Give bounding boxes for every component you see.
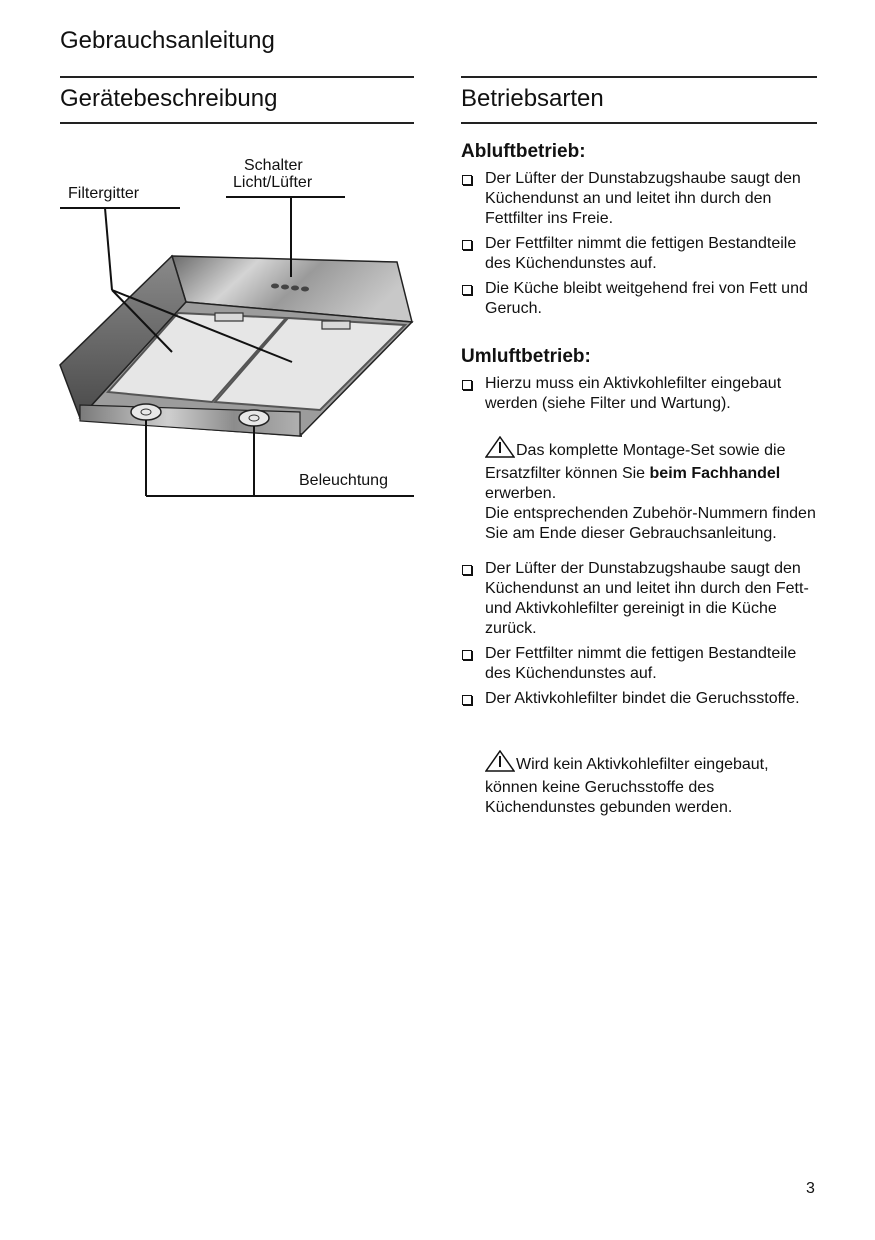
list-item: Hierzu muss ein Aktivkohlefilter eingebaut werden (siehe Filter und Wartung). bbox=[461, 374, 821, 414]
switch-label-line2: Licht/Lüfter bbox=[233, 174, 313, 191]
list-item: Der Aktivkohlefilter bindet die Geruchsstoffe. bbox=[461, 689, 821, 709]
warning-icon bbox=[485, 750, 515, 778]
list-item: Die Küche bleibt weitgehend frei von Fett und Geruch. bbox=[461, 279, 821, 319]
checkbox-bullet-icon bbox=[462, 650, 472, 660]
checkbox-bullet-icon bbox=[462, 175, 472, 185]
recirculation-list-b bbox=[461, 559, 821, 714]
note-carbon-filter: Wird kein Aktivkohlefilter eingebaut, können keine Geruchsstoffe des Küchendunstes gebunden werden. bbox=[485, 750, 825, 818]
switch-label-line1: Schalter bbox=[244, 157, 303, 174]
lamp-right bbox=[239, 410, 269, 426]
right-top-rule bbox=[461, 76, 817, 78]
filter-latch-left bbox=[215, 313, 243, 321]
right-bottom-rule bbox=[461, 122, 817, 124]
lamp-left bbox=[131, 404, 161, 420]
checkbox-bullet-icon bbox=[462, 565, 472, 575]
warning-icon bbox=[485, 436, 515, 464]
list-item: Der Lüfter der Dunstabzugshaube saugt den Küchendunst an und leitet ihn durch den Fettfilter ins Freie. bbox=[461, 169, 821, 229]
checkbox-bullet-icon bbox=[462, 380, 472, 390]
note-accessories: Das komplette Montage-Set sowie die Ersatzfilter können Sie beim Fachhandel erwerben. Die entsprechenden Zubehör-Nummern finden Sie am Ende dieser Gebrauchsanleitung. bbox=[485, 436, 825, 544]
page-title: Gebrauchsanleitung bbox=[60, 27, 275, 54]
checkbox-bullet-icon bbox=[462, 695, 472, 705]
filter-grid-label: Filtergitter bbox=[68, 185, 140, 202]
page-number: 3 bbox=[806, 1180, 815, 1197]
device-description-title: Gerätebeschreibung bbox=[60, 85, 278, 112]
exhaust-mode-heading: Abluftbetrieb: bbox=[461, 141, 586, 162]
recirculation-list-a bbox=[461, 374, 821, 419]
lighting-label: Beleuchtung bbox=[299, 472, 388, 489]
recirculation-mode-heading: Umluftbetrieb: bbox=[461, 346, 591, 367]
checkbox-bullet-icon bbox=[462, 285, 472, 295]
operating-modes-title: Betriebsarten bbox=[461, 85, 604, 112]
list-item: Der Fettfilter nimmt die fettigen Bestandteile des Küchendunstes auf. bbox=[461, 644, 821, 684]
checkbox-bullet-icon bbox=[462, 240, 472, 250]
list-item: Der Fettfilter nimmt die fettigen Bestandteile des Küchendunstes auf. bbox=[461, 234, 821, 274]
list-item: Der Lüfter der Dunstabzugshaube saugt den Küchendunst an und leitet ihn durch den Fett- und Aktivkohlefilter gereinigt in die Küche zurück. bbox=[461, 559, 821, 639]
filter-latch-right bbox=[322, 321, 350, 329]
exhaust-mode-list bbox=[461, 169, 821, 324]
